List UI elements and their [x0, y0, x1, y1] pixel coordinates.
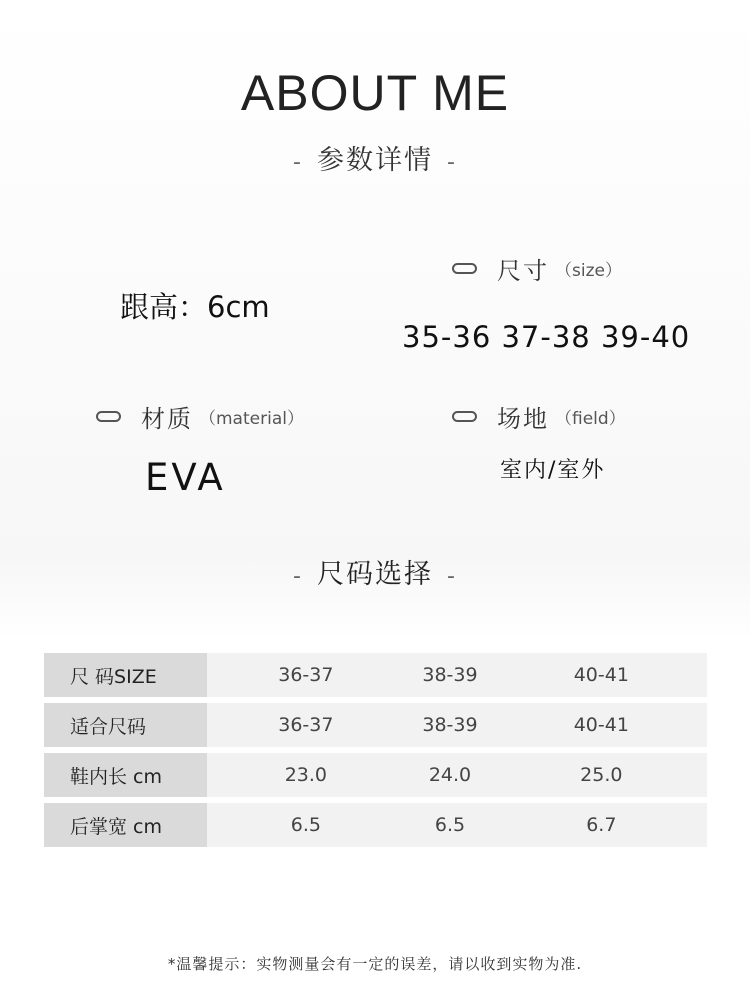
table-row	[44, 703, 707, 747]
table-cell: 36-37	[207, 653, 404, 697]
table-cell: 6.7	[496, 803, 707, 847]
field-label: 场地	[497, 405, 549, 433]
size-section-text: 尺码选择	[317, 559, 433, 590]
dash-left-icon: -	[293, 564, 303, 589]
size-label-group	[452, 251, 622, 286]
table-row	[44, 753, 707, 797]
table-cell: 6.5	[207, 803, 404, 847]
table-cell: 24.0	[404, 753, 495, 797]
section-subtitle	[0, 138, 750, 177]
row-header: 适合尺码	[44, 703, 207, 747]
size-label-en: （size）	[555, 261, 622, 281]
table-cell: 25.0	[496, 753, 707, 797]
size-section-title	[0, 552, 750, 591]
table-cell: 36-37	[207, 703, 404, 747]
pill-icon	[452, 263, 477, 274]
dash-left-icon: -	[293, 150, 303, 175]
pill-icon	[96, 411, 121, 422]
material-label-en: （material）	[199, 409, 304, 429]
field-label-en: （field）	[555, 409, 626, 429]
size-value: 35-36 37-38 39-40	[402, 320, 691, 354]
material-label-group	[96, 399, 304, 434]
table-cell: 23.0	[207, 753, 404, 797]
row-header: 鞋内长 cm	[44, 753, 207, 797]
heel-height-value: 跟高：6cm	[120, 290, 270, 324]
field-value: 室内/室外	[500, 458, 606, 483]
field-label-group	[452, 399, 626, 434]
subtitle-text: 参数详情	[317, 145, 433, 176]
size-label: 尺寸	[497, 257, 549, 285]
size-table	[44, 653, 707, 853]
table-cell: 38-39	[404, 703, 495, 747]
table-cell: 40-41	[496, 703, 707, 747]
table-row	[44, 803, 707, 847]
row-header: 后掌宽 cm	[44, 803, 207, 847]
table-cell: 40-41	[496, 653, 707, 697]
row-header: 尺 码SIZE	[44, 653, 207, 697]
material-value: EVA	[145, 456, 226, 499]
table-cell: 6.5	[404, 803, 495, 847]
pill-icon	[452, 411, 477, 422]
page-title: ABOUT ME	[240, 65, 510, 121]
disclaimer-note: *温馨提示：实物测量会有一定的误差，请以收到实物为准.	[167, 955, 583, 973]
material-label: 材质	[141, 405, 193, 433]
dash-right-icon: -	[447, 564, 457, 589]
table-row	[44, 653, 707, 697]
dash-right-icon: -	[447, 150, 457, 175]
table-cell: 38-39	[404, 653, 495, 697]
